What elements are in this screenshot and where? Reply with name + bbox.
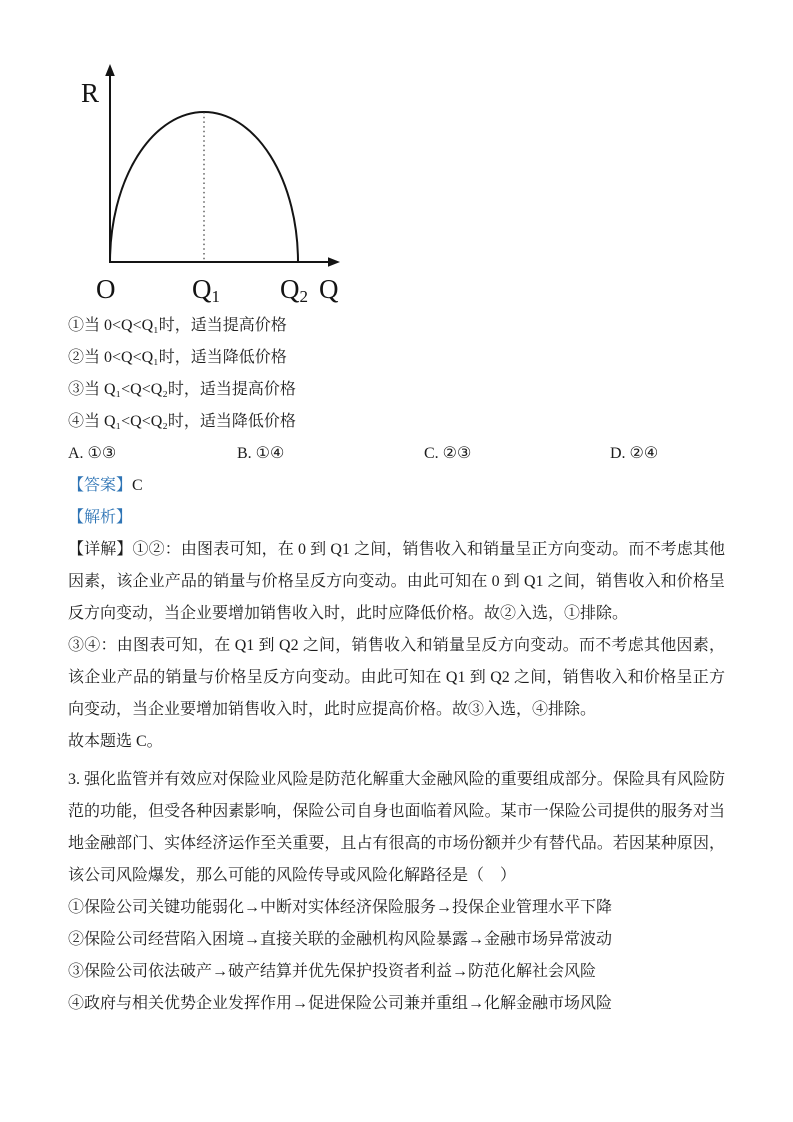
q3-stem: 3. 强化监管并有效应对保险业风险是防范化解重大金融风险的重要组成部分。保险具有风险防范的功能，但受各种因素影响，保险公司自身也面临着风险。某市一保险公司提供的服务对当地金融部门、实体经济运作至关重要，且占有很高的市场份额并少有替代品。若因某种原因，该公司风险爆发，那么可能的风险传导或风险化解路径是（ ） (68, 771, 725, 884)
q2-tick-sub: 2 (299, 287, 308, 306)
x-axis-arrow-icon (328, 257, 340, 267)
q2-statement-3: ③当 Q₁<Q<Q₂时，适当提高价格 (68, 381, 296, 398)
q1-tick-label (192, 274, 220, 306)
revenue-chart-svg (68, 62, 368, 310)
q2-statement-4: ④当 Q₁<Q<Q₂时，适当降低价格 (68, 413, 296, 430)
q3-statement-1: ①保险公司关键功能弱化→中断对实体经济保险服务→投保企业管理水平下降 (68, 899, 613, 916)
q2-options-row (68, 438, 725, 470)
q2-answer-line (68, 470, 725, 502)
q3-statement-2: ②保险公司经营陷入困境→直接关联的金融机构风险暴露→金融市场异常波动 (68, 931, 613, 948)
revenue-quantity-chart (68, 62, 368, 310)
q3-statement-4: ④政府与相关优势企业发挥作用→促进保险公司兼并重组→化解金融市场风险 (68, 995, 613, 1012)
q2-option-d: D. ②④ (610, 445, 659, 462)
q1-tick-sub: 1 (211, 287, 220, 306)
q2-analysis-line (68, 502, 725, 534)
q2-conclusion: 故本题选 C。 (68, 733, 163, 750)
q2-detail-paragraph-2: ③④：由图表可知，在 Q1 到 Q2 之间，销售收入和销量呈反方向变动。而不考虑其他因素，该企业产品的销量与价格呈反方向变动。由此可知在 Q1 到 Q2 之间，销售收入和价格呈正方向变动，当企业要增加销售收入时，此时应提高价格。故③入选，④排除。 (68, 637, 725, 718)
q1-tick-main: Q (192, 274, 212, 304)
q3-statement-3: ③保险公司依法破产→破产结算并优先保护投资者利益→防范化解社会风险 (68, 963, 597, 980)
answer-value: C (132, 477, 143, 494)
x-axis-label: Q (319, 274, 339, 304)
q2-statement-2: ②当 0<Q<Q₁时，适当降低价格 (68, 349, 287, 366)
analysis-label: 【解析】 (68, 509, 133, 526)
q2-option-c: C. ②③ (424, 445, 472, 462)
answer-label: 【答案】 (68, 477, 133, 494)
q2-tick-main: Q (280, 274, 300, 304)
q2-tick-label (280, 274, 308, 306)
q2-option-b: B. ①④ (237, 445, 285, 462)
q2-option-a: A. ①③ (68, 445, 117, 462)
q2-statement-1: ①当 0<Q<Q₁时，适当提高价格 (68, 317, 287, 334)
document-content (68, 310, 725, 1020)
y-axis-label: R (81, 78, 100, 108)
y-axis-arrow-icon (105, 64, 115, 76)
q2-detail-paragraph-1: 【详解】①②：由图表可知，在 0 到 Q1 之间，销售收入和销量呈正方向变动。而不考虑其他因素，该企业产品的销量与价格呈反方向变动。由此可知在 0 到 Q1 之间，销售收入和价格呈反方向变动，当企业要增加销售收入时，此时应降低价格。故②入选，①排除。 (68, 541, 725, 622)
origin-label: O (96, 274, 116, 304)
